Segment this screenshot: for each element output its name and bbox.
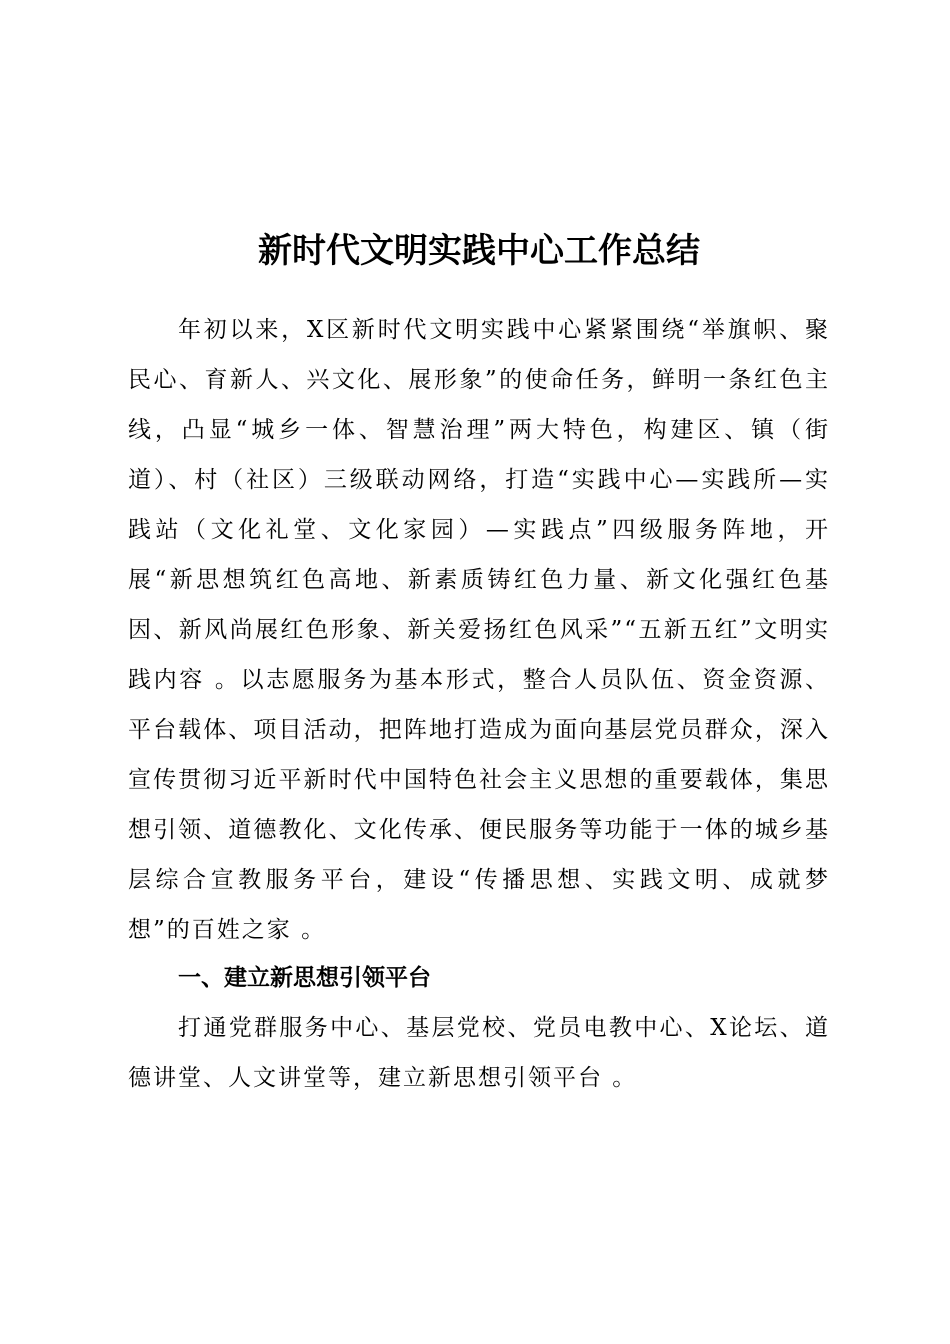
section-heading: 一、建立新思想引领平台 [178, 965, 431, 991]
section-paragraph: 打通党群服务中心、基层党校、党员电教中心、X论坛、道德讲堂、人文讲堂等，建立新思想引领平台 。 [128, 1015, 830, 1091]
intro-paragraph: 年初以来，X区新时代文明实践中心紧紧围绕“举旗帜、聚民心、育新人、兴文化、展形象”的使命任务，鲜明一条红色主线，凸显“城乡一体、智慧治理”两大特色，构建区、镇（街道）、村（社区）三级联动网络，打造“实践中心—实践所—实践站（文化礼堂、文化家园）—实践点”四级服务阵地，开展“新思想筑红色高地、新素质铸红色力量、新文化强红色基因、新风尚展红色形象、新关爱扬红色风采”“五新五红”文明实践内容 。以志愿服务为基本形式，整合人员队伍、资金资源、平台载体、项目活动，把阵地打造成为面向基层党员群众，深入宣传贯彻习近平新时代中国特色社会主义思想的重要载体，集思想引领、道德教化、文化传承、便民服务等功能于一体的城乡基层综合宣教服务平台，建设“传播思想、实践文明、成就梦想”的百姓之家 。 [128, 317, 830, 943]
document-title: 新时代文明实践中心工作总结 [258, 230, 700, 271]
